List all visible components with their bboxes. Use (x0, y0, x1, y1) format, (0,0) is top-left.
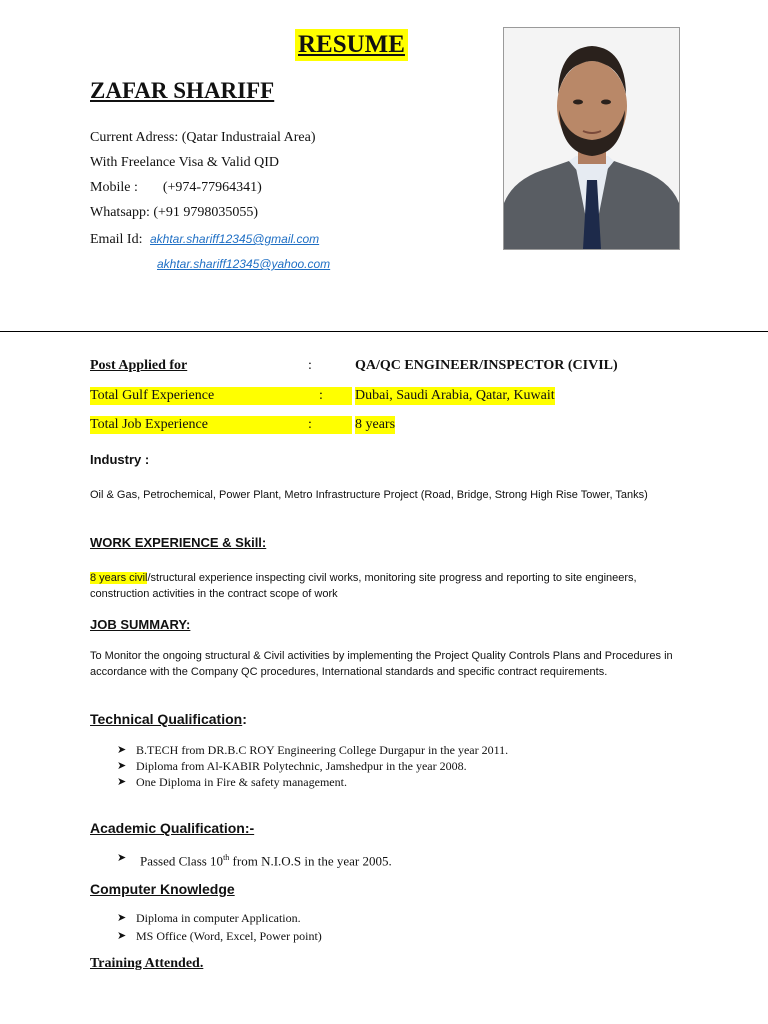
section-divider (0, 331, 768, 332)
list-item-text: B.TECH from DR.B.C ROY Engineering College Durgapur in the year 2011. (136, 743, 509, 757)
row-colon: : (308, 417, 312, 432)
arrowhead-bullet-icon: ➤ (117, 852, 127, 864)
list-item-text: One Diploma in Fire & safety management. (136, 775, 347, 789)
training-heading: Training Attended. (90, 956, 204, 971)
row-colon: : (308, 358, 312, 373)
email-label: Email Id: (90, 232, 143, 247)
job-experience-label: Total Job Experience (90, 416, 352, 434)
work-experience-heading: WORK EXPERIENCE & Skill: (90, 535, 267, 550)
arrowhead-bullet-icon: ➤ (117, 776, 127, 788)
whatsapp-line: Whatsapp: (+91 9798035055) (90, 205, 259, 220)
computer-knowledge-heading: Computer Knowledge (90, 881, 235, 897)
work-experience-body: /structural experience inspecting civil works, monitoring site progress and reporting to site engineers, construction activities in the contract scope of work (90, 572, 637, 600)
visa-line: With Freelance Visa & Valid QID (90, 155, 279, 170)
gulf-experience-row (0, 387, 768, 405)
list-item-text: Diploma in computer Application. (136, 911, 301, 925)
list-item (0, 910, 768, 926)
ordinal-suffix: th (223, 853, 230, 862)
list-item (0, 758, 768, 774)
arrowhead-bullet-icon: ➤ (117, 912, 127, 924)
list-item (0, 742, 768, 758)
email-link-gmail[interactable]: akhtar.shariff12345@gmail.com (150, 232, 320, 246)
industry-heading: Industry : (90, 452, 150, 467)
post-applied-label: Post Applied for (90, 358, 188, 373)
work-experience-text (90, 570, 680, 602)
list-item-text: Diploma from Al-KABIR Polytechnic, Jamshedpur in the year 2008. (136, 759, 467, 773)
gulf-experience-value: Dubai, Saudi Arabia, Qatar, Kuwait (355, 388, 555, 403)
row-colon: : (319, 388, 323, 403)
arrowhead-bullet-icon: ➤ (117, 930, 127, 942)
job-experience-row (0, 416, 768, 434)
candidate-name: ZAFAR SHARIFF (90, 78, 275, 103)
arrowhead-bullet-icon: ➤ (117, 744, 127, 756)
list-item (0, 928, 768, 944)
list-item (0, 774, 768, 790)
academic-item-rest: from N.I.O.S in the year 2005. (229, 853, 392, 869)
academic-qualification-heading: Academic Qualification:- (90, 820, 255, 836)
profile-photo (503, 27, 680, 250)
post-applied-row (0, 357, 768, 375)
mobile-label: Mobile : (90, 180, 138, 195)
industry-text: Oil & Gas, Petrochemical, Power Plant, Metro Infrastructure Project (Road, Bridge, Strong High Rise Tower, Tanks) (90, 489, 648, 501)
job-summary-text: To Monitor the ongoing structural & Civil activities by implementing the Project Quality Controls Plans and Procedures in accordance with the Company QC procedures, International standards and specific contract requirements. (90, 650, 673, 678)
technical-qualification-title: Technical Qualification (90, 711, 243, 727)
gulf-experience-label: Total Gulf Experience (90, 387, 352, 405)
email-line (90, 230, 319, 249)
arrowhead-bullet-icon: ➤ (117, 760, 127, 772)
work-experience-highlight: 8 years civil (90, 572, 148, 584)
mobile-line (90, 179, 262, 197)
job-summary-heading: JOB SUMMARY: (90, 617, 191, 632)
resume-title: RESUME (295, 29, 408, 61)
list-item (0, 850, 768, 868)
heading-colon: : (242, 711, 247, 727)
list-item-text (140, 850, 392, 869)
job-experience-value: 8 years (355, 417, 396, 432)
address-line: Current Adress: (Qatar Industraial Area) (90, 130, 316, 145)
list-item-text: MS Office (Word, Excel, Power point) (136, 929, 322, 943)
academic-item-main: Passed Class 10 (140, 853, 224, 869)
mobile-value: (+974-77964341) (162, 180, 262, 195)
post-applied-value: QA/QC ENGINEER/INSPECTOR (CIVIL) (355, 358, 618, 373)
technical-qualification-heading (90, 711, 247, 727)
email-link-yahoo[interactable]: akhtar.shariff12345@yahoo.com (157, 257, 331, 271)
